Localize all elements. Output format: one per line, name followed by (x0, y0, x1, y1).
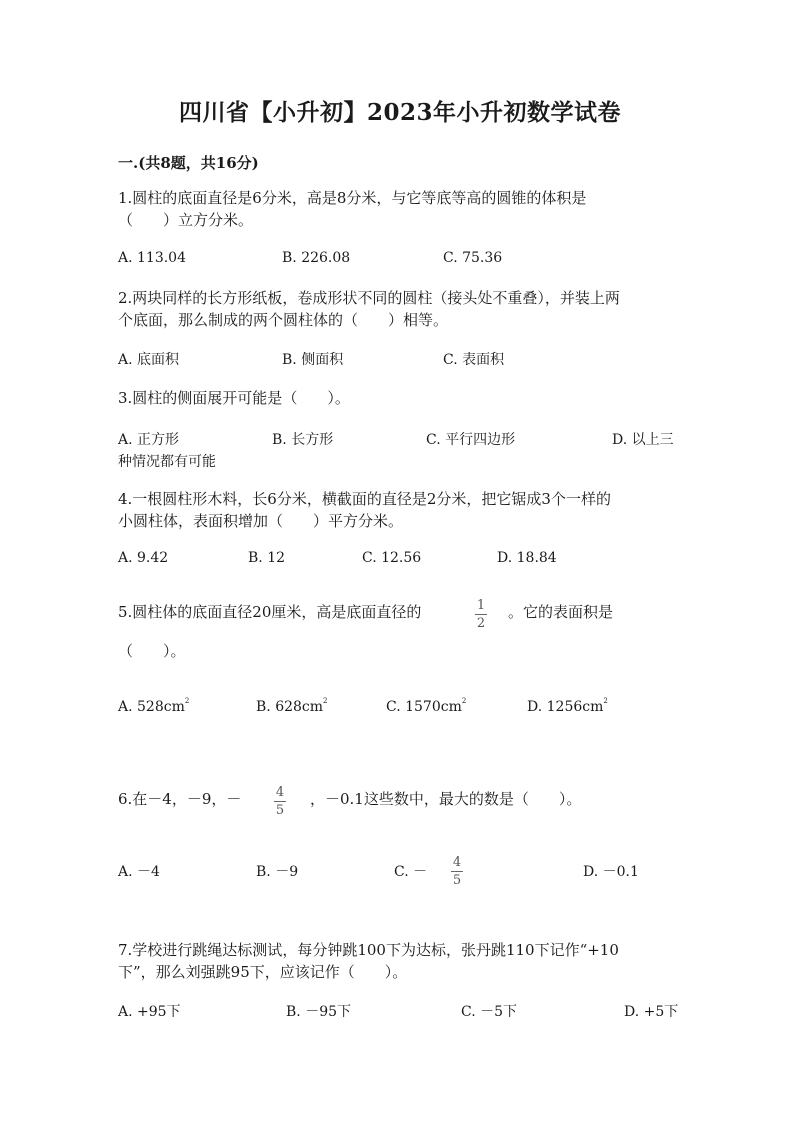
question-2-option-b: B. 侧面积 (282, 352, 344, 368)
question-3-option-d-continued: 种情况都有可能 (118, 454, 216, 470)
fraction-denominator: 5 (275, 803, 285, 818)
question-3-option-c: C. 平行四边形 (426, 432, 516, 448)
fraction-numerator: 1 (476, 598, 486, 613)
question-1-line-1: 1.圆柱的底面直径是6分米，高是8分米，与它等底等高的圆锥的体积是 (118, 189, 587, 207)
question-5-line-1-end: 。它的表面积是 (508, 603, 614, 621)
question-5-fraction (475, 598, 487, 631)
question-1-option-a: A. 113.04 (118, 250, 186, 266)
question-7-option-d: D. +5下 (624, 1004, 679, 1020)
question-4-line-1: 4.一根圆柱形木料，长6分米，横截面的直径是2分米，把它锯成3个一样的 (118, 490, 611, 508)
question-7-line-1: 7.学校进行跳绳达标测试，每分钟跳100下为达标，张丹跳110下记作“+10 (118, 941, 619, 959)
question-5-option-d: D. $1256cm^2$ (527, 697, 608, 715)
question-3-option-d: D. 以上三 (612, 432, 674, 448)
question-4-line-2: 小圆柱体，表面积增加（ ）平方分米。 (118, 512, 404, 530)
question-6-fraction (274, 785, 286, 818)
question-6-option-d: D. －0.1 (583, 864, 639, 880)
fraction-bar (451, 871, 463, 872)
question-7-option-b: B. －95下 (286, 1004, 352, 1020)
fraction-bar (274, 801, 286, 802)
question-5-option-c: C. $1570cm^2$ (386, 697, 467, 715)
question-6-option-b: B. －9 (256, 864, 299, 880)
question-5-option-a: A. $528cm^2$ (118, 697, 190, 715)
question-6-option-c: C. － (394, 864, 428, 880)
fraction-bar (475, 614, 487, 615)
question-6-option-c-fraction (451, 855, 463, 888)
question-3-line-1: 3.圆柱的侧面展开可能是（ ）。 (118, 389, 350, 407)
question-4-option-a: A. 9.42 (118, 550, 169, 566)
question-1-option-b: B. 226.08 (282, 250, 351, 266)
question-4-option-c: C. 12.56 (362, 550, 422, 566)
question-2-line-1: 2.两块同样的长方形纸板，卷成形状不同的圆柱（接头处不重叠），并装上两 (118, 289, 620, 307)
question-3-option-b: B. 长方形 (272, 432, 334, 448)
fraction-denominator: 2 (476, 616, 486, 631)
question-1-option-c: C. 75.36 (443, 250, 503, 266)
question-2-option-c: C. 表面积 (443, 352, 505, 368)
question-7-option-c: C. －5下 (461, 1004, 518, 1020)
fraction-numerator: 4 (452, 855, 462, 870)
question-2-option-a: A. 底面积 (118, 352, 180, 368)
question-6-line-1-start: 6.在－4，－9，－ (118, 790, 242, 808)
question-5-option-b: B. $628cm^2$ (256, 697, 328, 715)
page-title: 四川省【小升初】2023年小升初数学试卷 (178, 99, 621, 126)
question-7-line-2: 下”，那么刘强跳95下，应该记作（ ）。 (118, 963, 408, 981)
question-2-line-2: 个底面，那么制成的两个圆柱体的（ ）相等。 (118, 311, 449, 329)
question-6-option-a: A. －4 (118, 864, 160, 880)
section-heading: 一.(共8题，共16分) (118, 154, 259, 172)
question-4-option-d: D. 18.84 (497, 550, 557, 566)
fraction-denominator: 5 (452, 873, 462, 888)
fraction-numerator: 4 (275, 785, 285, 800)
question-7-option-a: A. +95下 (118, 1004, 181, 1020)
question-3-option-a: A. 正方形 (118, 432, 180, 448)
question-5-line-2: （ ）。 (118, 642, 186, 660)
question-4-option-b: B. 12 (248, 550, 286, 566)
question-5-line-1-start: 5.圆柱体的底面直径20厘米，高是底面直径的 (118, 603, 422, 621)
question-1-line-2: （ ）立方分米。 (118, 211, 254, 229)
question-6-line-1-end: ，－0.1这些数中，最大的数是（ ）。 (310, 790, 582, 808)
